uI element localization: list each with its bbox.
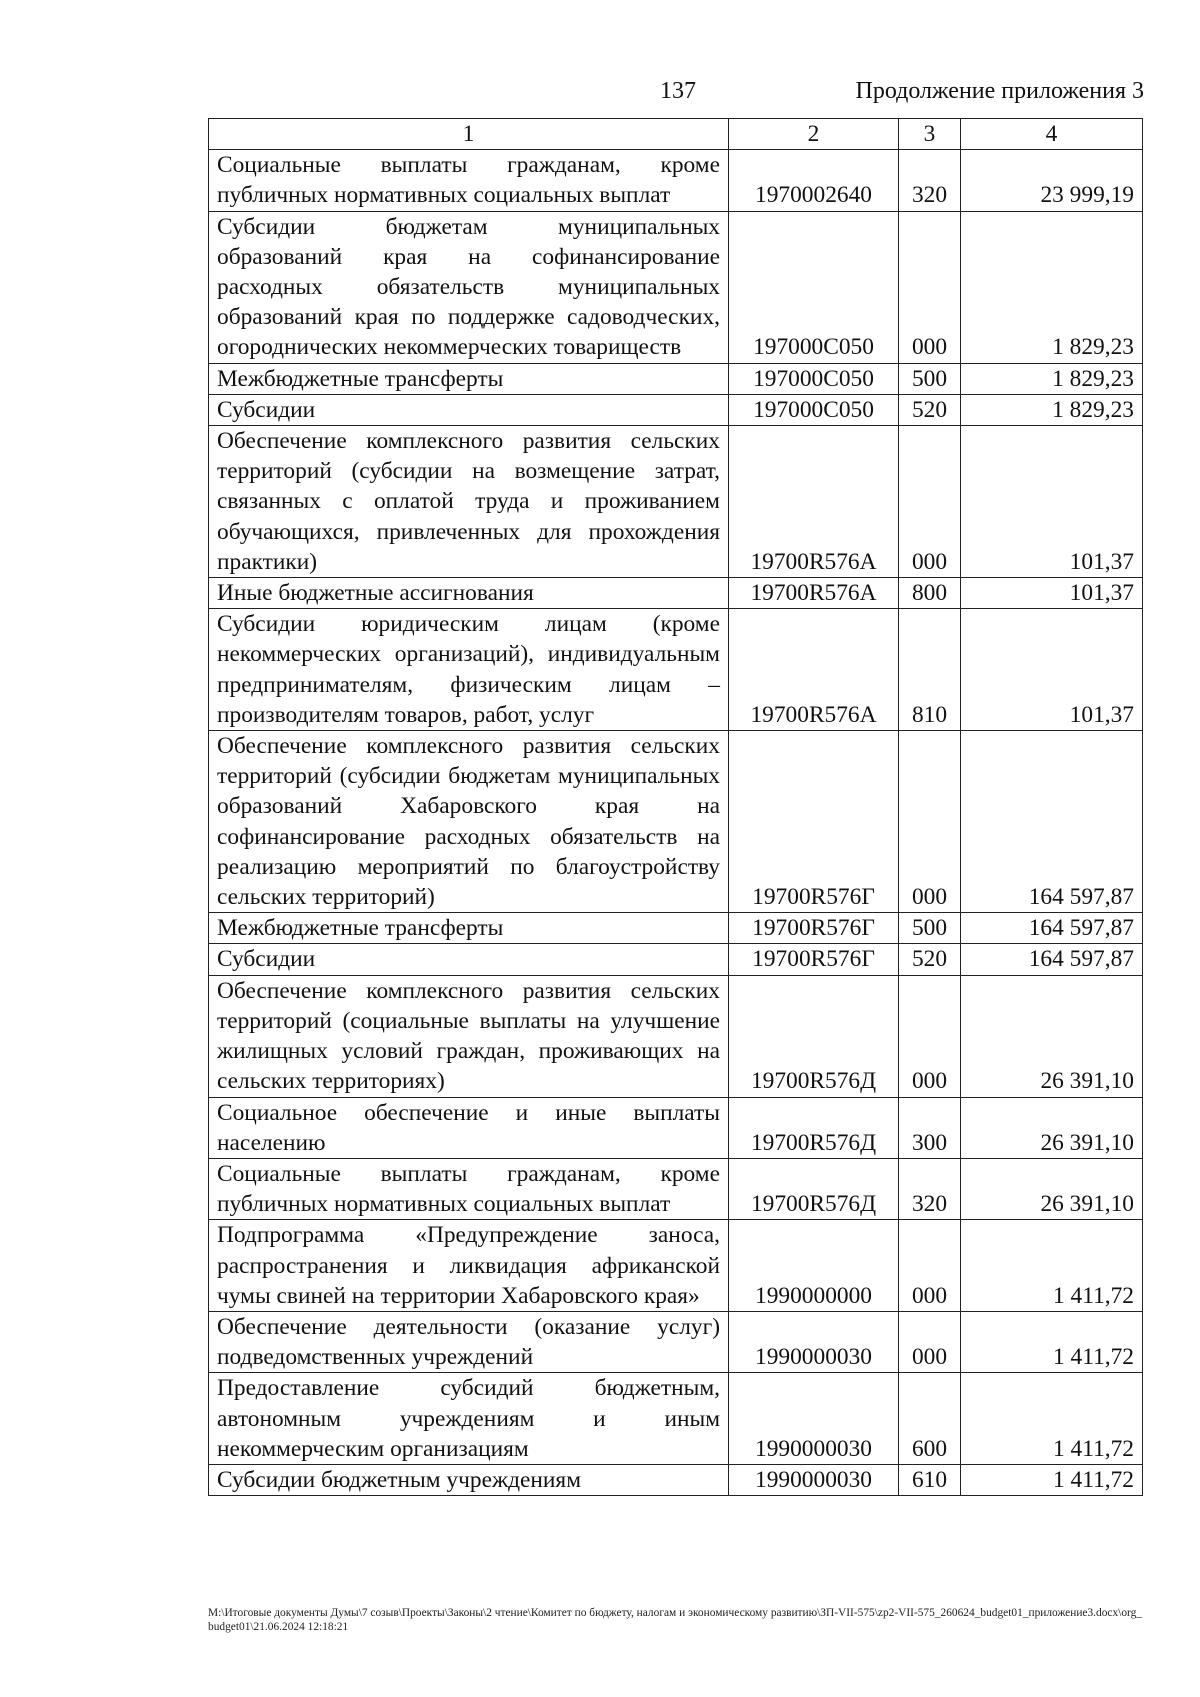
row-code-cell: 19700R576Д <box>729 1097 899 1158</box>
row-expense-type-cell: 600 <box>899 1373 961 1465</box>
row-expense-type-cell: 810 <box>899 609 961 731</box>
row-sum-cell: 26 391,10 <box>961 1097 1143 1158</box>
row-code-cell: 1990000000 <box>729 1220 899 1312</box>
row-sum-cell: 101,37 <box>961 609 1143 731</box>
table-row <box>209 1311 1143 1372</box>
table-row <box>209 609 1143 731</box>
table-row <box>209 394 1143 425</box>
table-row <box>209 426 1143 578</box>
row-expense-type-cell: 320 <box>899 150 961 211</box>
page-number: 137 <box>660 78 696 104</box>
row-expense-type-cell: 610 <box>899 1464 961 1495</box>
row-name-cell: Иные бюджетные ассигнования <box>209 578 729 609</box>
continuation-label: Продолжение приложения 3 <box>855 78 1144 104</box>
row-name-cell: Предоставление субсидий бюджетным, автономным учреждениям и иным некоммерческим организациям <box>209 1373 729 1465</box>
row-expense-type-cell: 300 <box>899 1097 961 1158</box>
row-expense-type-cell: 500 <box>899 363 961 394</box>
row-name-cell: Межбюджетные трансферты <box>209 363 729 394</box>
row-sum-cell: 164 597,87 <box>961 731 1143 913</box>
table-row <box>209 363 1143 394</box>
row-sum-cell: 1 829,23 <box>961 211 1143 363</box>
table-row <box>209 1097 1143 1158</box>
row-expense-type-cell: 000 <box>899 211 961 363</box>
column-header-4: 4 <box>961 119 1143 150</box>
row-expense-type-cell: 520 <box>899 394 961 425</box>
row-name-cell: Обеспечение комплексного развития сельских территорий (социальные выплаты на улучшение жилищных условий граждан, проживающих на сельских территориях) <box>209 975 729 1097</box>
row-name-cell: Субсидии <box>209 944 729 975</box>
row-name-cell: Обеспечение деятельности (оказание услуг) подведомственных учреждений <box>209 1311 729 1372</box>
row-sum-cell: 26 391,10 <box>961 1158 1143 1219</box>
row-sum-cell: 1 411,72 <box>961 1220 1143 1312</box>
row-code-cell: 1990000030 <box>729 1311 899 1372</box>
row-sum-cell: 101,37 <box>961 426 1143 578</box>
table-row <box>209 913 1143 944</box>
row-sum-cell: 1 829,23 <box>961 363 1143 394</box>
row-name-cell: Социальные выплаты гражданам, кроме публичных нормативных социальных выплат <box>209 150 729 211</box>
row-expense-type-cell: 000 <box>899 975 961 1097</box>
table-row <box>209 975 1143 1097</box>
row-name-cell: Субсидии юридическим лицам (кроме некоммерческих организаций), индивидуальным предпринимателям, физическим лицам – производителям товаров, работ, услуг <box>209 609 729 731</box>
row-sum-cell: 1 411,72 <box>961 1373 1143 1465</box>
row-name-cell: Социальные выплаты гражданам, кроме публичных нормативных социальных выплат <box>209 1158 729 1219</box>
table-header-row <box>209 119 1143 150</box>
file-path-footer: M:\Итоговые документы Думы\7 созыв\Проекты\Законы\2 чтение\Комитет по бюджету, налогам и экономическому развитию\ЗП-VII-575\zp2-VII-575_260624_budget01_приложение3.docx\org_budget01\21.06.2024 12:18:21 <box>208 1607 1142 1633</box>
column-header-1: 1 <box>209 119 729 150</box>
row-code-cell: 19700R576А <box>729 426 899 578</box>
row-expense-type-cell: 000 <box>899 426 961 578</box>
row-expense-type-cell: 320 <box>899 1158 961 1219</box>
row-name-cell: Обеспечение комплексного развития сельских территорий (субсидии на возмещение затрат, связанных с оплатой труда и проживанием обучающихся, привлеченных для прохождения практики) <box>209 426 729 578</box>
row-sum-cell: 1 411,72 <box>961 1311 1143 1372</box>
row-sum-cell: 101,37 <box>961 578 1143 609</box>
table-row <box>209 1220 1143 1312</box>
row-expense-type-cell: 000 <box>899 1311 961 1372</box>
row-code-cell: 197000С050 <box>729 363 899 394</box>
row-sum-cell: 1 829,23 <box>961 394 1143 425</box>
row-code-cell: 19700R576А <box>729 578 899 609</box>
row-sum-cell: 164 597,87 <box>961 944 1143 975</box>
row-code-cell: 19700R576Д <box>729 975 899 1097</box>
budget-table <box>208 118 1143 1496</box>
row-code-cell: 1970002640 <box>729 150 899 211</box>
row-code-cell: 1990000030 <box>729 1464 899 1495</box>
table-body <box>209 150 1143 1496</box>
table-row <box>209 150 1143 211</box>
row-name-cell: Субсидии <box>209 394 729 425</box>
row-sum-cell: 164 597,87 <box>961 913 1143 944</box>
row-expense-type-cell: 000 <box>899 731 961 913</box>
row-name-cell: Субсидии бюджетам муниципальных образований края на софинансирование расходных обязательств муниципальных образований края по поддержке садоводческих, огороднических некоммерческих товариществ <box>209 211 729 363</box>
row-expense-type-cell: 000 <box>899 1220 961 1312</box>
table-row <box>209 944 1143 975</box>
row-code-cell: 19700R576Д <box>729 1158 899 1219</box>
row-expense-type-cell: 800 <box>899 578 961 609</box>
column-header-3: 3 <box>899 119 961 150</box>
row-sum-cell: 26 391,10 <box>961 975 1143 1097</box>
row-code-cell: 197000С050 <box>729 394 899 425</box>
row-code-cell: 19700R576Г <box>729 731 899 913</box>
row-code-cell: 197000С050 <box>729 211 899 363</box>
row-code-cell: 1990000030 <box>729 1373 899 1465</box>
table-row <box>209 578 1143 609</box>
row-name-cell: Подпрограмма «Предупреждение заноса, распространения и ликвидация африканской чумы свиней на территории Хабаровского края» <box>209 1220 729 1312</box>
table-row <box>209 1158 1143 1219</box>
row-expense-type-cell: 500 <box>899 913 961 944</box>
table-row <box>209 211 1143 363</box>
row-expense-type-cell: 520 <box>899 944 961 975</box>
table-row <box>209 1464 1143 1495</box>
row-code-cell: 19700R576А <box>729 609 899 731</box>
row-name-cell: Субсидии бюджетным учреждениям <box>209 1464 729 1495</box>
row-name-cell: Социальное обеспечение и иные выплаты населению <box>209 1097 729 1158</box>
row-sum-cell: 23 999,19 <box>961 150 1143 211</box>
row-code-cell: 19700R576Г <box>729 913 899 944</box>
row-name-cell: Межбюджетные трансферты <box>209 913 729 944</box>
row-name-cell: Обеспечение комплексного развития сельских территорий (субсидии бюджетам муниципальных образований Хабаровского края на софинансирование расходных обязательств на реализацию мероприятий по благоустройству сельских территорий) <box>209 731 729 913</box>
column-header-2: 2 <box>729 119 899 150</box>
table-row <box>209 731 1143 913</box>
table-row <box>209 1373 1143 1465</box>
row-code-cell: 19700R576Г <box>729 944 899 975</box>
row-sum-cell: 1 411,72 <box>961 1464 1143 1495</box>
